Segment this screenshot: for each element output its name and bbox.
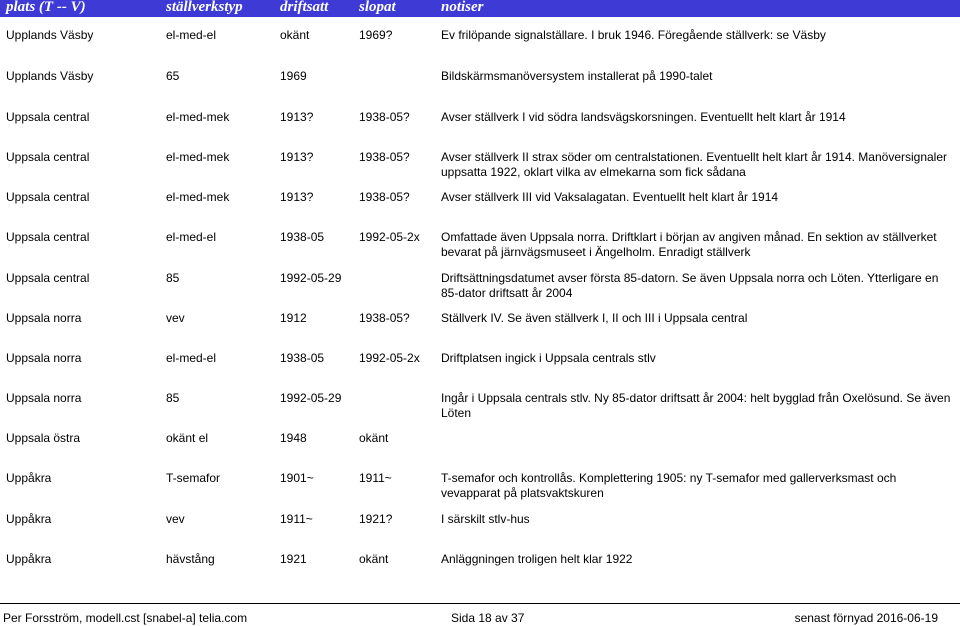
cell-plats: Uppåkra xyxy=(6,471,52,485)
cell-typ: el-med-mek xyxy=(166,110,230,124)
cell-typ: el-med-mek xyxy=(166,190,230,204)
cell-driftsatt: 1912 xyxy=(280,311,307,325)
cell-typ: 85 xyxy=(166,271,180,285)
cell-driftsatt: 1948 xyxy=(280,431,307,445)
cell-driftsatt: okänt xyxy=(280,28,310,42)
cell-plats: Uppåkra xyxy=(6,552,52,566)
page-footer xyxy=(0,603,960,626)
cell-notiser: T-semafor och kontrollås. Komplettering 1905: ny T-semafor med gallerverksmast och vevapparat på platsvaktskuren xyxy=(441,471,897,500)
footer-author: Per Forsström, modell.cst [snabel-a] telia.com xyxy=(3,611,248,625)
cell-driftsatt: 1938-05 xyxy=(280,351,325,365)
cell-slopat: 1921? xyxy=(359,512,393,526)
cell-slopat: 1938-05? xyxy=(359,190,410,204)
header-stallverkstyp: ställverkstyp xyxy=(166,0,243,15)
footer-updated: senast förnyad 2016-06-19 xyxy=(794,611,938,625)
cell-driftsatt: 1921 xyxy=(280,552,307,566)
cell-notiser: I särskilt stlv-hus xyxy=(441,512,530,526)
cell-typ: el-med-el xyxy=(166,230,217,244)
cell-notiser: Driftsättningsdatumet avser första 85-datorn. Se även Uppsala norra och Löten. Ytterligare en 85-dator driftsatt år 2004 xyxy=(441,271,939,300)
cell-notiser: Omfattade även Uppsala norra. Driftklart i början av angiven månad. En sektion av ställverket bevarat på järnvägsmuseet i Ängelholm. Enradigt ställverk xyxy=(441,230,937,259)
cell-plats: Uppsala norra xyxy=(6,351,82,365)
cell-notiser: Driftplatsen ingick i Uppsala centrals stlv xyxy=(441,351,656,365)
cell-plats: Uppsala central xyxy=(6,230,90,244)
cell-driftsatt: 1901~ xyxy=(280,471,314,485)
cell-driftsatt: 1992-05-29 xyxy=(280,391,342,405)
cell-notiser: Avser ställverk I vid södra landsvägskorsningen. Eventuellt helt klart år 1914 xyxy=(441,110,846,124)
cell-notiser: Anläggningen troligen helt klar 1922 xyxy=(441,552,633,566)
footer-page-number: Sida 18 av 37 xyxy=(451,611,525,625)
cell-plats: Upplands Väsby xyxy=(6,28,94,42)
cell-slopat: 1911~ xyxy=(359,471,392,485)
cell-notiser: Avser ställverk II strax söder om centralstationen. Eventuellt helt klart år 1914. Manöversignaler uppsatta 1922, oklart vilka av elmekarna som fick sådana xyxy=(441,150,948,179)
cell-typ: hävstång xyxy=(166,552,215,566)
cell-plats: Uppsala central xyxy=(6,271,90,285)
cell-notiser: Ev frilöpande signalställare. I bruk 1946. Föregående ställverk: se Väsby xyxy=(441,28,826,42)
cell-slopat: 1938-05? xyxy=(359,150,410,164)
cell-slopat: 1992-05-2x xyxy=(359,230,420,244)
cell-plats: Uppsala norra xyxy=(6,391,82,405)
cell-slopat: okänt xyxy=(359,552,389,566)
header-slopat: slopat xyxy=(359,0,396,15)
cell-driftsatt: 1911~ xyxy=(280,512,313,526)
cell-typ: el-med-el xyxy=(166,28,217,42)
cell-slopat: okänt xyxy=(359,431,389,445)
cell-driftsatt: 1938-05 xyxy=(280,230,325,244)
column-header-bar xyxy=(0,0,960,17)
cell-notiser: Bildskärmsmanöversystem installerat på 1990-talet xyxy=(441,69,713,83)
cell-typ: 65 xyxy=(166,69,180,83)
cell-notiser: Ingår i Uppsala centrals stlv. Ny 85-dator driftsatt år 2004: helt bygglad från Oxelösund. Se även Löten xyxy=(441,391,951,420)
cell-plats: Uppsala central xyxy=(6,150,90,164)
cell-driftsatt: 1913? xyxy=(280,190,314,204)
header-driftsatt: driftsatt xyxy=(280,0,329,15)
cell-driftsatt: 1969 xyxy=(280,69,307,83)
cell-plats: Uppsala central xyxy=(6,190,90,204)
cell-notiser: Avser ställverk III vid Vaksalagatan. Eventuellt helt klart år 1914 xyxy=(441,190,779,204)
cell-typ: el-med-mek xyxy=(166,150,230,164)
cell-typ: el-med-el xyxy=(166,351,217,365)
cell-plats: Uppsala central xyxy=(6,110,90,124)
cell-driftsatt: 1992-05-29 xyxy=(280,271,342,285)
cell-typ: T-semafor xyxy=(166,471,221,485)
cell-notiser: Ställverk IV. Se även ställverk I, II och III i Uppsala central xyxy=(441,311,748,325)
cell-typ: okänt el xyxy=(166,431,209,445)
cell-driftsatt: 1913? xyxy=(280,110,314,124)
cell-slopat: 1969? xyxy=(359,28,393,42)
cell-typ: vev xyxy=(166,311,185,325)
cell-slopat: 1938-05? xyxy=(359,311,410,325)
cell-plats: Uppåkra xyxy=(6,512,52,526)
cell-plats: Uppsala östra xyxy=(6,431,81,445)
cell-plats: Upplands Väsby xyxy=(6,69,94,83)
cell-slopat: 1992-05-2x xyxy=(359,351,420,365)
cell-driftsatt: 1913? xyxy=(280,150,314,164)
cell-typ: 85 xyxy=(166,391,180,405)
header-plats: plats (T -- V) xyxy=(6,0,86,15)
cell-plats: Uppsala norra xyxy=(6,311,82,325)
header-notiser: notiser xyxy=(441,0,484,15)
cell-typ: vev xyxy=(166,512,185,526)
cell-slopat: 1938-05? xyxy=(359,110,410,124)
